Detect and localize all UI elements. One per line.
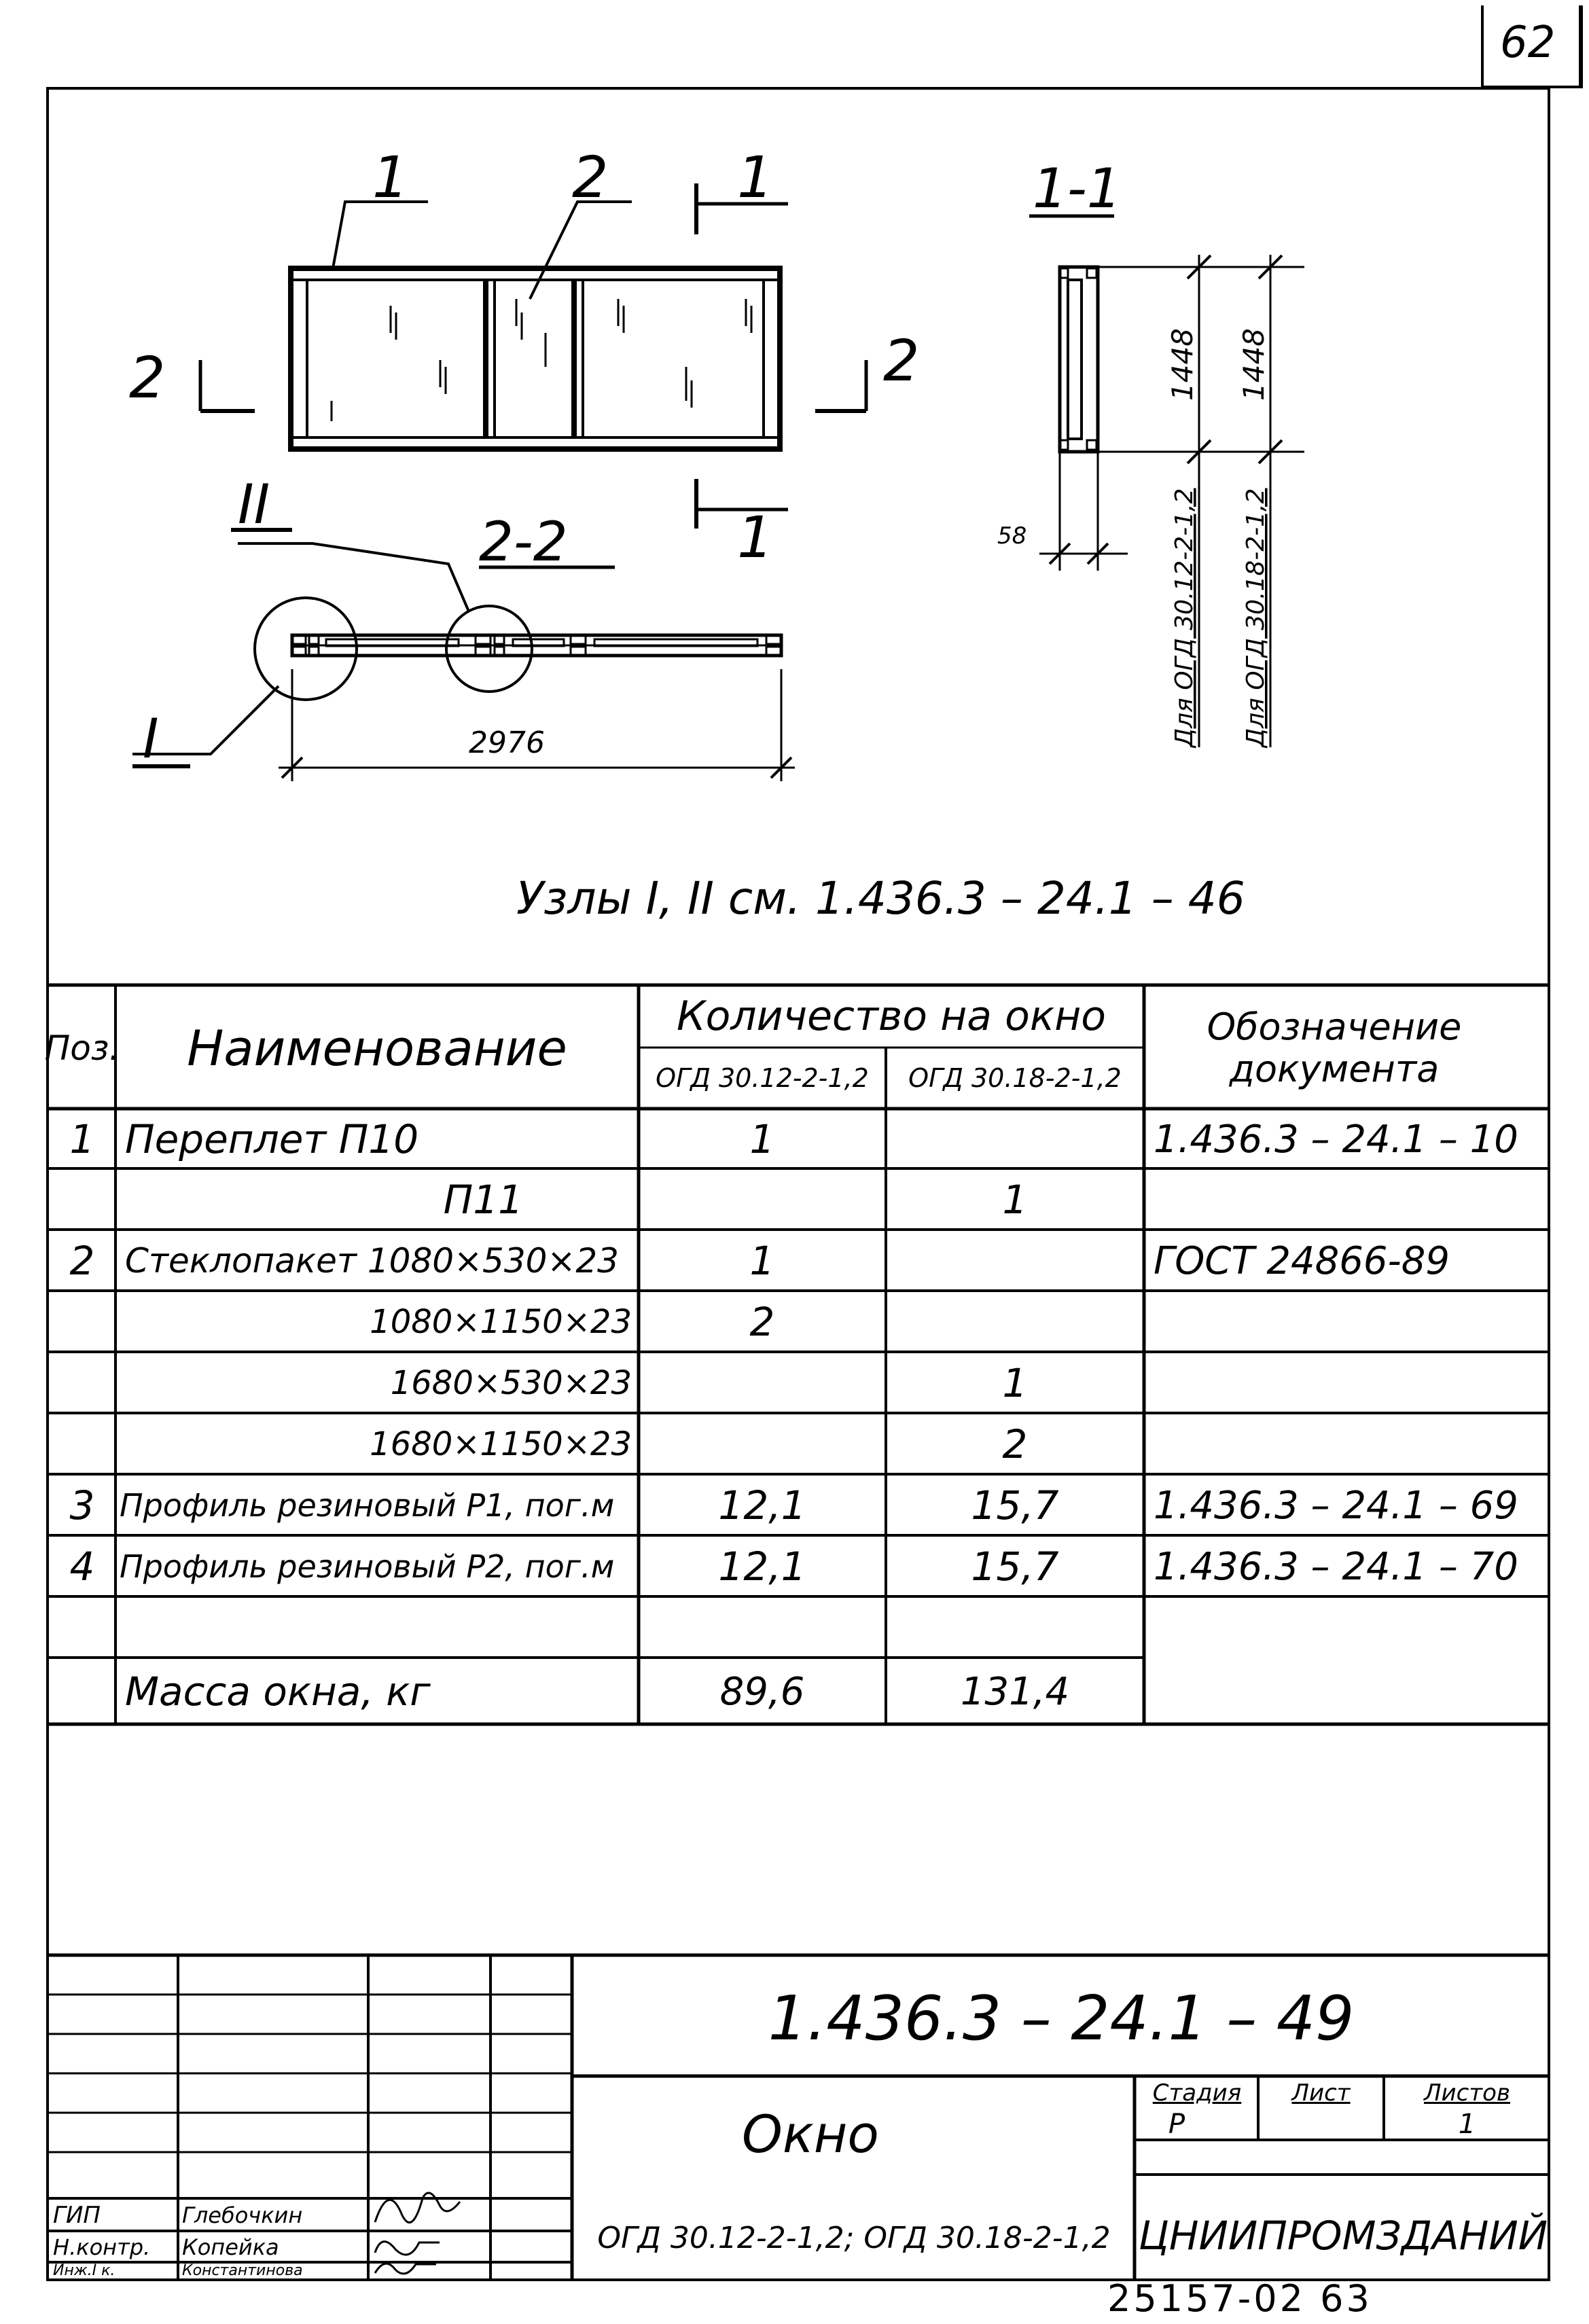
drawing-name: Окно <box>742 2103 879 2164</box>
pos-label-2: 2 <box>572 144 609 211</box>
glass-hatch <box>332 299 751 421</box>
dim-width-2976: 2976 <box>469 726 545 760</box>
row3-name: Стеклопакет 1080×530×23 <box>125 1241 619 1281</box>
section-2-2-label: 2-2 <box>479 510 568 573</box>
nodes-reference-note: Узлы I, II см. 1.436.3 – 24.1 – 46 <box>516 872 1245 925</box>
person-norm-control: Копейка <box>182 2234 279 2260</box>
drawing-code: 1.436.3 – 24.1 – 49 <box>768 1982 1355 2054</box>
row2-doc <box>1144 1170 1550 1230</box>
row7-qa: 12,1 <box>718 1482 806 1529</box>
row1-doc: 1.436.3 – 24.1 – 10 <box>1154 1117 1518 1162</box>
row6-name: 1680×1150×23 <box>370 1425 632 1463</box>
stage-value: Р <box>1168 2109 1185 2140</box>
signature-3 <box>375 2264 436 2274</box>
row4-qb <box>886 1292 1144 1352</box>
row2-pos <box>49 1170 115 1230</box>
row7-name: Профиль резиновый Р1, пог.м <box>120 1487 615 1524</box>
row8-qb: 15,7 <box>971 1543 1059 1590</box>
header-qty-b: ОГД 30.18-2-1,2 <box>908 1063 1122 1093</box>
row10-qb: 131,4 <box>960 1669 1070 1714</box>
note-for-b: Для ОГД 30.18-2-1,2 <box>1242 488 1270 747</box>
organization-name: ЦНИИПРОМЗДАНИЙ <box>1138 2213 1548 2259</box>
row2-name: П11 <box>443 1177 523 1223</box>
row7-doc: 1.436.3 – 24.1 – 69 <box>1154 1483 1518 1528</box>
section-mark-1-top: 1 <box>737 144 774 211</box>
row6-pos <box>49 1414 115 1474</box>
section-1-1-label: 1-1 <box>1033 157 1122 220</box>
row6-qb: 2 <box>1002 1421 1028 1467</box>
stage-label: Стадия <box>1152 2079 1242 2107</box>
sheet-number: 62 <box>1500 18 1556 68</box>
row1-pos: 1 <box>69 1116 95 1162</box>
row9-name <box>115 1598 639 1658</box>
row3-pos: 2 <box>69 1238 95 1284</box>
specification-table <box>44 984 1550 1726</box>
person-gip: Глебочкин <box>182 2202 303 2228</box>
pos-label-1: 1 <box>372 144 409 211</box>
row6-qa <box>639 1414 886 1474</box>
row5-pos <box>49 1353 115 1413</box>
sheets-value: 1 <box>1458 2109 1476 2140</box>
header-doc: Обозначение документа <box>1207 1005 1462 1090</box>
row8-qa: 12,1 <box>718 1543 806 1590</box>
row3-qa: 1 <box>749 1238 775 1284</box>
row9-qa <box>639 1598 886 1658</box>
row6-doc <box>1144 1414 1550 1474</box>
row4-name: 1080×1150×23 <box>370 1303 632 1341</box>
row7-pos: 3 <box>69 1482 95 1529</box>
row10-name: Масса окна, кг <box>125 1668 431 1715</box>
row3-qb <box>886 1231 1144 1291</box>
window-drawing <box>0 0 1589 978</box>
row10-qa: 89,6 <box>719 1669 805 1714</box>
signature-2 <box>375 2242 440 2255</box>
row2-qb: 1 <box>1002 1177 1028 1223</box>
role-engineer: Инж.I к. <box>53 2262 115 2279</box>
row5-name: 1680×530×23 <box>390 1364 632 1402</box>
row5-doc <box>1144 1353 1550 1413</box>
header-qty: Количество на окно <box>676 993 1107 1040</box>
role-gip: ГИП <box>53 2202 101 2229</box>
footer-code: 25157-02 63 <box>1107 2277 1372 2320</box>
row1-qa: 1 <box>749 1116 775 1162</box>
row7-qb: 15,7 <box>971 1482 1059 1529</box>
row5-qa <box>639 1353 886 1413</box>
drawing-subtitle: ОГД 30.12-2-1,2; ОГД 30.18-2-1,2 <box>597 2220 1111 2255</box>
section-mark-2-right: 2 <box>883 327 920 394</box>
window-frame <box>291 268 780 449</box>
row9-pos <box>49 1598 115 1658</box>
header-qty-a: ОГД 30.12-2-1,2 <box>656 1063 869 1093</box>
row9-qb <box>886 1598 1144 1658</box>
dim-height-a: 1448 <box>1166 328 1199 401</box>
dim-height-b: 1448 <box>1237 328 1270 401</box>
row4-qa: 2 <box>749 1299 775 1345</box>
row8-name: Профиль резиновый Р2, пог.м <box>120 1548 615 1585</box>
row10-pos <box>49 1659 115 1724</box>
row1-name: Переплет П10 <box>125 1116 419 1162</box>
row5-qb: 1 <box>1002 1360 1028 1406</box>
sheet-value <box>1258 2109 1384 2140</box>
note-for-a: Для ОГД 30.12-2-1,2 <box>1171 488 1198 747</box>
row10-doc <box>1144 1659 1550 1724</box>
row2-qa <box>639 1170 886 1230</box>
node-circle-II <box>446 606 532 692</box>
person-engineer: Константинова <box>182 2262 303 2279</box>
section-mark-1-bottom: 1 <box>737 504 774 571</box>
row1-qb <box>886 1110 1144 1168</box>
row3-doc: ГОСТ 24866-89 <box>1154 1238 1450 1283</box>
row4-doc <box>1144 1292 1550 1352</box>
header-pos: Поз. <box>44 1029 120 1068</box>
sheets-label: Листов <box>1423 2079 1510 2107</box>
row4-pos <box>49 1292 115 1352</box>
node-label-II: II <box>238 473 270 536</box>
section-mark-2-left: 2 <box>129 344 166 411</box>
sheet-label: Лист <box>1291 2079 1351 2107</box>
row9-doc <box>1144 1598 1550 1658</box>
title-block <box>49 1954 1550 2278</box>
row8-doc: 1.436.3 – 24.1 – 70 <box>1154 1544 1518 1589</box>
dim-depth-58: 58 <box>997 522 1027 550</box>
header-name: Наименование <box>187 1020 567 1077</box>
row8-pos: 4 <box>69 1543 95 1590</box>
node-label-I: I <box>143 707 159 770</box>
role-norm-control: Н.контр. <box>53 2234 151 2260</box>
